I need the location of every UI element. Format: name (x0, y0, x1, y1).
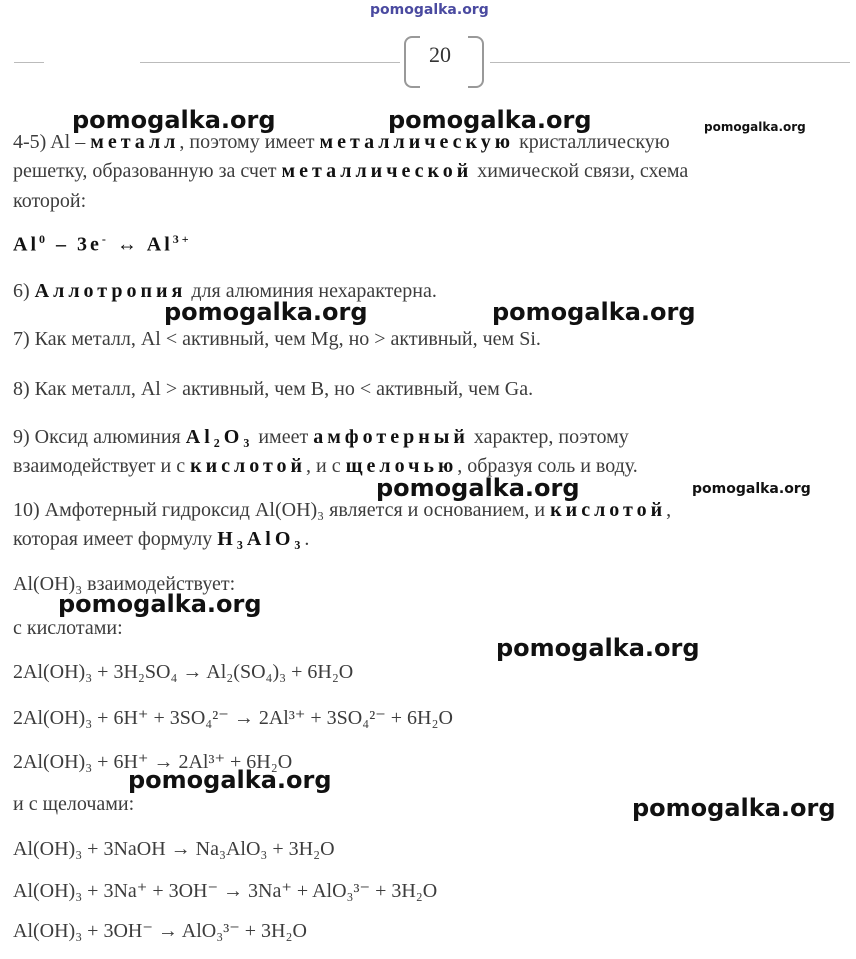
acids-heading: с кислотами: (13, 617, 123, 639)
watermark: pomogalka.org (704, 120, 806, 134)
page-bracket-right (468, 36, 484, 88)
header-rule-left (140, 62, 400, 63)
paragraph-9-line1: 9) Оксид алюминия Al₂O₃ имеет амфотерный характер, поэтому (13, 426, 629, 448)
paragraph-7: 7) Как металл, Al < активный, чем Mg, но > активный, чем Si. (13, 328, 541, 350)
equation-acid-3: 2Al(OH)₃ + 6H⁺ → 2Al³⁺ + 6H₂O (13, 751, 293, 773)
watermark: pomogalka.org (128, 766, 332, 794)
watermark: pomogalka.org (376, 474, 580, 502)
watermark: pomogalka.org (492, 298, 696, 326)
header-rule-left-short (14, 62, 44, 63)
equation-acid-1: 2Al(OH)₃ + 3H₂SO₄ → Al₂(SO₄)₃ + 6H₂O (13, 661, 354, 683)
paragraph-4-5-line1: 4-5) Al – металл, поэтому имеет металлическую кристаллическую (13, 131, 670, 153)
alkali-heading: и с щелочами: (13, 793, 135, 815)
reacts-heading: Al(OH)₃ взаимодействует: (13, 573, 236, 595)
watermark: pomogalka.org (58, 590, 262, 618)
watermark-top: pomogalka.org (370, 2, 489, 18)
watermark: pomogalka.org (72, 106, 276, 134)
equation-acid-2: 2Al(OH)₃ + 6H⁺ + 3SO₄²⁻ → 2Al³⁺ + 3SO₄²⁻ + 6H₂O (13, 707, 453, 729)
watermark: pomogalka.org (164, 298, 368, 326)
header-rule-right (490, 62, 850, 63)
page-bracket-left (404, 36, 420, 88)
equation-al-oxidation: Al$^0$ – 3e- ↔ $Al^{3+}$ (13, 232, 192, 256)
paragraph-9-line2: взаимодействует и с кислотой, и с щелочью, образуя соль и воду. (13, 455, 638, 477)
paragraph-4-5-line2: решетку, образованную за счет металлической химической связи, схема (13, 160, 689, 182)
page-number: 20 (429, 42, 451, 67)
paragraph-10-line1: 10) Амфотерный гидроксид Al(OH)₃ является и основанием, и кислотой, (13, 499, 672, 521)
watermark: pomogalka.org (388, 106, 592, 134)
watermark: pomogalka.org (496, 634, 700, 662)
paragraph-4-5-line3: которой: (13, 190, 87, 212)
equation-alkali-3: Al(OH)₃ + 3OH⁻ → AlO₃³⁻ + 3H₂O (13, 920, 307, 942)
paragraph-6: 6) Аллотропия для алюминия нехарактерна. (13, 280, 437, 302)
equation-alkali-1: Al(OH)₃ + 3NaOH → Na₃AlO₃ + 3H₂O (13, 838, 335, 860)
paragraph-10-line2: которая имеет формулу H₃AlO₃. (13, 528, 310, 550)
watermark: pomogalka.org (692, 481, 811, 497)
paragraph-8: 8) Как металл, Al > активный, чем B, но < активный, чем Ga. (13, 378, 534, 400)
equation-alkali-2: Al(OH)₃ + 3Na⁺ + 3OH⁻ → 3Na⁺ + AlO₃³⁻ + 3H₂O (13, 880, 438, 902)
watermark: pomogalka.org (632, 794, 836, 822)
